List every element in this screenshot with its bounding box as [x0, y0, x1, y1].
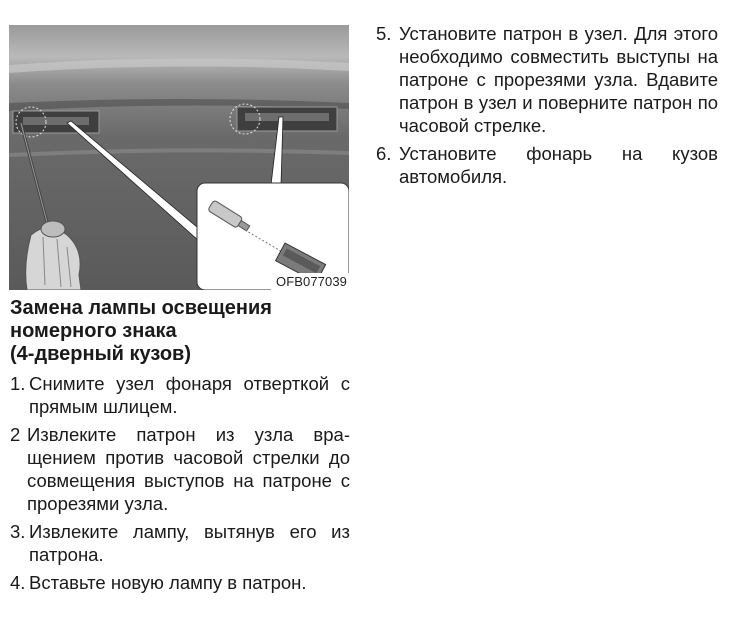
step-item [10, 571, 350, 594]
step-number: 5. [376, 23, 392, 44]
step-number: 1. [10, 373, 26, 394]
step-item [10, 372, 350, 418]
step-text: Извлеките лампу, вытянув его из патрона. [29, 521, 350, 565]
steps-list [10, 372, 350, 594]
step-number: 2 [10, 424, 21, 445]
step-number: 4. [10, 572, 26, 593]
heading-line: Замена лампы освещения [10, 297, 272, 319]
steps-list-continued [376, 22, 718, 188]
step-text: Установите патрон в узел. Для этого необходимо совместить выступы на патроне с прорезями узла. Вдавите патрон в узел и поверните патрон по часовой стрелке. [399, 23, 718, 136]
right-column [376, 22, 718, 193]
step-text: Извлеките патрон из узла вращением против часовой стрелки до совмещения выступов на патроне с прорезями узла. [27, 424, 350, 514]
step-number: 6. [376, 143, 392, 164]
step-item [10, 423, 350, 515]
heading-line: номерного знака [10, 320, 177, 342]
section-heading [10, 297, 350, 366]
step-item [376, 22, 718, 137]
step-text: Установите фонарь на кузов автомобиля. [399, 143, 718, 187]
step-text: Снимите узел фонаря отверткой с прямым шлицем. [29, 373, 350, 417]
illustration-graphic [9, 25, 349, 290]
step-item [10, 520, 350, 566]
step-item [376, 142, 718, 188]
figure-caption: OFB077039 [271, 273, 349, 290]
step-number: 3. [10, 521, 26, 542]
left-column [10, 297, 350, 599]
heading-line: (4-дверный кузов) [10, 343, 192, 365]
step-text: Вставьте новую лампу в патрон. [29, 572, 307, 593]
license-lamp-illustration [9, 25, 349, 290]
